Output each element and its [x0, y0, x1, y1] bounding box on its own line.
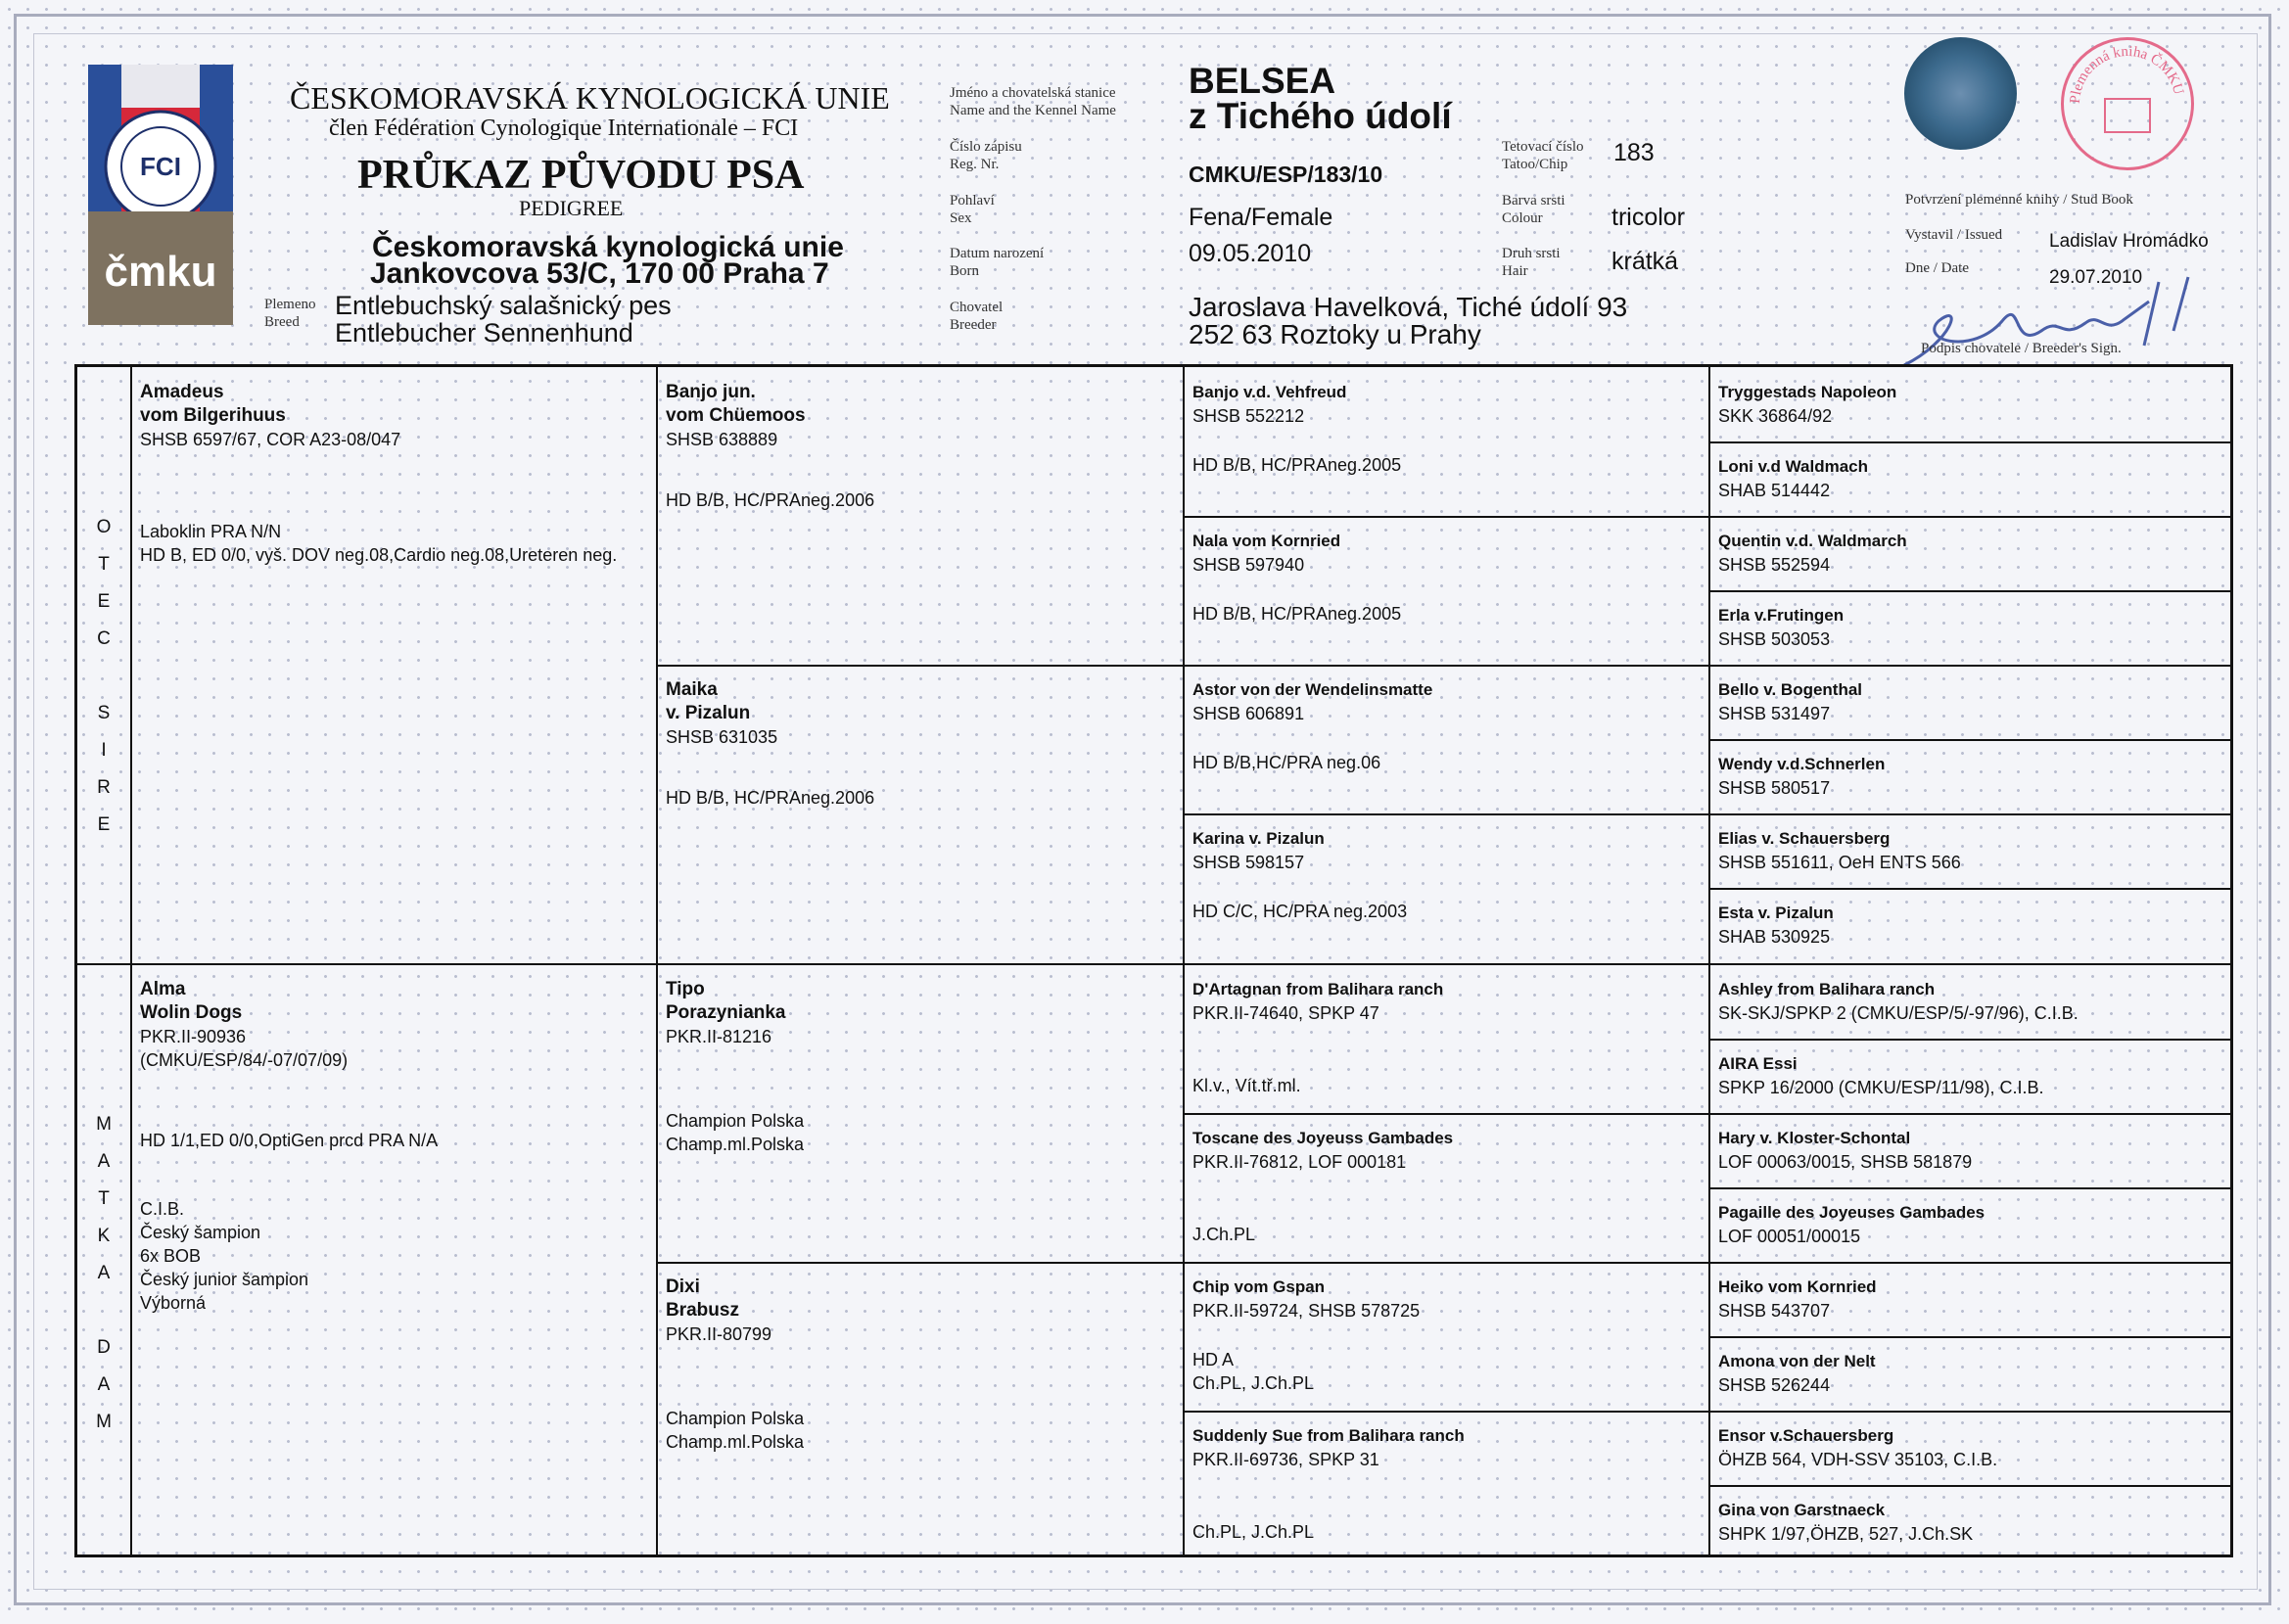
gen4-cell	[1710, 1272, 2229, 1326]
gen3-reg: PKR.II-74640, SPKP 47	[1192, 1003, 1379, 1023]
hair-label	[1502, 245, 1561, 280]
gen4-cell	[1710, 674, 2229, 729]
dam-title: Český šampion	[140, 1223, 261, 1242]
chip-label-en: Tatoo/Chip	[1502, 157, 1568, 172]
dam-letter: T	[98, 1188, 110, 1209]
gen3-name: Karina v. Pizalun	[1192, 829, 1325, 848]
row-divider-s1	[1708, 441, 2230, 443]
gen4-reg: SHSB 531497	[1718, 704, 1831, 723]
colour-label-en: Colour	[1502, 210, 1543, 226]
gen4-reg: SHSB 503053	[1718, 629, 1831, 649]
sire-note2: HD B, ED 0/0, vyš. DOV neg.08,Cardio neg.08,Ureteren neg.	[140, 545, 618, 565]
studbook-confirm-label: Potvrzení plemenné knihy / Stud Book	[1905, 192, 2133, 208]
gen3-name: Nala vom Kornried	[1192, 532, 1341, 550]
breed-value-cz: Entlebuchský salašnický pes	[335, 291, 672, 320]
gen4-name: Wendy v.d.Schnerlen	[1718, 755, 1886, 773]
reg-label-cz: Číslo zápisu	[950, 139, 1022, 155]
row-divider-e7	[1183, 1411, 2230, 1413]
gen4-name: Esta v. Pizalun	[1718, 904, 1834, 922]
gen4-reg: ÖHZB 564, VDH-SSV 35103, C.I.B.	[1718, 1450, 1998, 1469]
dam-note1: HD 1/1,ED 0/0,OptiGen prcd PRA N/A	[140, 1131, 439, 1150]
gen4-reg: SHSB 580517	[1718, 778, 1831, 798]
dam-reg2: (CMKU/ESP/84/-07/07/09)	[140, 1050, 349, 1070]
gen2-note2: Champ.ml.Polska	[666, 1432, 805, 1452]
gen3-note1: HD A	[1192, 1350, 1235, 1369]
gen3-name: Banjo v.d. Vehfreud	[1192, 383, 1347, 401]
gen4-name: Hary v. Kloster-Schontal	[1718, 1129, 1911, 1147]
gen3-reg: PKR.II-59724, SHSB 578725	[1192, 1301, 1421, 1321]
dog-reg-nr: CMKU/ESP/183/10	[1189, 162, 1383, 187]
gen4-reg: SHSB 543707	[1718, 1301, 1831, 1321]
sire-reg: SHSB 6597/67, COR A23-08/047	[140, 430, 401, 449]
gen3-note1: HD B/B,HC/PRA neg.06	[1192, 753, 1381, 772]
gen4-cell	[1710, 1495, 2229, 1550]
gen2-name-line2: vom Chüemoos	[666, 405, 806, 426]
fci-cmku-logo	[88, 65, 233, 325]
signature-label: Podpis chovatele / Breeder's Sign.	[1921, 341, 2122, 356]
gen3-note1: Ch.PL, J.Ch.PL	[1192, 1522, 1315, 1542]
stamp-text: Plemenná kniha ČMKU	[2067, 43, 2187, 105]
dog-sex: Fena/Female	[1189, 204, 1333, 231]
name-label	[950, 84, 1116, 119]
gen4-name: Heiko vom Kornried	[1718, 1277, 1877, 1296]
gen3-name: D'Artagnan from Balihara ranch	[1192, 980, 1444, 998]
gen4-reg: SHSB 552594	[1718, 555, 1831, 575]
gen2-cell	[658, 674, 1181, 813]
sire-letter: S	[97, 703, 111, 723]
dog-hair: krátká	[1612, 248, 1679, 275]
breed-label-en: Breed	[264, 314, 300, 330]
gen4-cell	[1710, 1123, 2229, 1178]
gen3-cell	[1185, 974, 1706, 1101]
dam-letter: M	[96, 1412, 112, 1432]
gen4-reg: SHSB 551611, OeH ENTS 566	[1718, 853, 1961, 872]
gen2-name-line1: Tipo	[666, 979, 705, 999]
chip-label	[1502, 138, 1584, 173]
hair-label-cz: Druh srsti	[1502, 246, 1561, 261]
row-divider-q1	[656, 665, 2230, 667]
gen2-name-line2: Porazynianka	[666, 1002, 786, 1023]
gen2-note1: Champion Polska	[666, 1111, 805, 1131]
gen4-name: Bello v. Bogenthal	[1718, 680, 1863, 699]
sire-letter: I	[101, 740, 107, 761]
fci-member-line: člen Fédération Cynologique Internationale – FCI	[329, 116, 799, 141]
dam-title: C.I.B.	[140, 1199, 185, 1219]
gen3-reg: PKR.II-69736, SPKP 31	[1192, 1450, 1379, 1469]
dam-title: Výborná	[140, 1293, 207, 1313]
row-divider-s7	[1708, 888, 2230, 890]
gen4-reg: SK-SKJ/SPKP 2 (CMKU/ESP/5/-97/96), C.I.B.	[1718, 1003, 2079, 1023]
gen3-name: Chip vom Gspan	[1192, 1277, 1326, 1296]
gen3-reg: SHSB 552212	[1192, 406, 1305, 426]
row-divider-s9	[1708, 1039, 2230, 1041]
sire-letter: T	[98, 554, 110, 575]
row-divider-e5	[1183, 1113, 2230, 1115]
dam-title: 6x BOB	[140, 1246, 202, 1266]
gen4-name: Tryggestads Napoleon	[1718, 383, 1897, 401]
dog-chip: 183	[1613, 139, 1655, 166]
chip-label-cz: Tetovací číslo	[1502, 139, 1584, 155]
born-label-en: Born	[950, 263, 979, 279]
gen3-note2: Ch.PL, J.Ch.PL	[1192, 1373, 1315, 1393]
gen3-name: Suddenly Sue from Balihara ranch	[1192, 1426, 1465, 1445]
dam-letter: K	[97, 1226, 111, 1246]
gen2-reg: PKR.II-80799	[666, 1324, 772, 1344]
gen4-cell	[1710, 600, 2229, 655]
org-address-line1: Českomoravská kynologická unie	[372, 231, 844, 263]
sex-label-cz: Pohlaví	[950, 193, 995, 209]
breeder-line2: 252 63 Roztoky u Prahy	[1189, 319, 1481, 349]
gen3-cell	[1185, 1123, 1706, 1250]
row-divider-s11	[1708, 1187, 2230, 1189]
gen3-note1: J.Ch.PL	[1192, 1225, 1256, 1244]
gen4-reg: SHAB 530925	[1718, 927, 1831, 947]
name-label-cz: Jméno a chovatelská stanice	[950, 85, 1116, 101]
gen4-reg: LOF 00051/00015	[1718, 1227, 1861, 1246]
sire-cell	[132, 377, 654, 571]
gen4-cell	[1710, 898, 2229, 952]
gen4-cell	[1710, 1197, 2229, 1252]
born-label-cz: Datum narození	[950, 246, 1045, 261]
gen4-cell	[1710, 974, 2229, 1029]
gen4-cell	[1710, 1346, 2229, 1401]
date-label: Dne / Date	[1905, 260, 1969, 276]
sire-letter: C	[97, 628, 111, 649]
sex-label-en: Sex	[950, 210, 972, 226]
breed-value-en: Entlebucher Sennenhund	[335, 318, 633, 348]
gen4-name: Elias v. Schauersberg	[1718, 829, 1891, 848]
gen2-note1: HD B/B, HC/PRAneg.2006	[666, 490, 875, 510]
gen4-cell	[1710, 451, 2229, 506]
gen4-name: Ensor v.Schauersberg	[1718, 1426, 1894, 1445]
gen3-cell	[1185, 823, 1706, 927]
dam-title: Český junior šampion	[140, 1270, 309, 1289]
gen4-cell	[1710, 749, 2229, 804]
dog-colour: tricolor	[1612, 204, 1686, 231]
gen2-name-line1: Dixi	[666, 1276, 700, 1297]
dam-side-label	[77, 1106, 130, 1441]
gen4-name: Amona von der Nelt	[1718, 1352, 1876, 1370]
sire-letter: E	[97, 591, 111, 612]
row-divider-s15	[1708, 1485, 2230, 1487]
gen3-note1: HD B/B, HC/PRAneg.2005	[1192, 604, 1402, 624]
row-divider-s5	[1708, 739, 2230, 741]
gen2-cell	[658, 377, 1181, 516]
gen4-cell	[1710, 526, 2229, 580]
dam-letter	[77, 1292, 130, 1329]
gen3-reg: SHSB 598157	[1192, 853, 1305, 872]
breeder-label	[950, 299, 1003, 334]
row-divider-q3	[656, 1262, 2230, 1264]
reg-label-en: Reg. Nr.	[950, 157, 1000, 172]
gen4-cell	[1710, 377, 2229, 432]
sire-side-label	[77, 509, 130, 844]
gen3-cell	[1185, 1420, 1706, 1548]
sire-name-line2: vom Bilgerihuus	[140, 405, 286, 426]
breeder-signature	[1894, 262, 2227, 380]
dam-cell	[132, 974, 654, 1319]
gen4-reg: SPKP 16/2000 (CMKU/ESP/11/98), C.I.B.	[1718, 1078, 2044, 1097]
org-name: ČESKOMORAVSKÁ KYNOLOGICKÁ UNIE	[290, 80, 890, 116]
gen2-note2: Champ.ml.Polska	[666, 1135, 805, 1154]
row-divider-e3	[1183, 813, 2230, 815]
born-label	[950, 245, 1044, 280]
gen4-name: AIRA Essi	[1718, 1054, 1798, 1073]
row-divider-half	[77, 963, 2230, 965]
gen3-name: Toscane des Joyeuss Gambades	[1192, 1129, 1454, 1147]
name-label-en: Name and the Kennel Name	[950, 103, 1116, 118]
dog-name: BELSEA	[1189, 61, 1336, 101]
gen4-name: Pagaille des Joyeuses Gambades	[1718, 1203, 1985, 1222]
gen4-name: Quentin v.d. Waldmarch	[1718, 532, 1907, 550]
colour-label-cz: Barva srsti	[1502, 193, 1565, 209]
gen4-reg: SHPK 1/97,ÖHZB, 527, J.Ch.SK	[1718, 1524, 1974, 1544]
dam-letter: M	[96, 1114, 112, 1135]
gen2-cell	[658, 1272, 1181, 1458]
dam-letter: A	[97, 1263, 111, 1283]
gen3-cell	[1185, 674, 1706, 778]
sire-name-line1: Amadeus	[140, 382, 224, 402]
breeder-line1: Jaroslava Havelková, Tiché údolí 93	[1189, 292, 1628, 322]
dog-born: 09.05.2010	[1189, 240, 1312, 267]
gen4-reg: SKK 36864/92	[1718, 406, 1833, 426]
reg-label	[950, 138, 1022, 173]
breeder-label-cz: Chovatel	[950, 300, 1004, 315]
gen3-cell	[1185, 1272, 1706, 1399]
document-subtitle: PEDIGREE	[519, 196, 624, 220]
gen3-note1: HD C/C, HC/PRA neg.2003	[1192, 902, 1408, 921]
gen2-name-line1: Banjo jun.	[666, 382, 756, 402]
hologram-seal	[1904, 37, 2017, 150]
sire-letter: O	[96, 517, 112, 537]
stud-book-stamp	[2061, 37, 2194, 170]
row-divider-s13	[1708, 1336, 2230, 1338]
gen2-name-line1: Maika	[666, 679, 718, 700]
gen3-reg: PKR.II-76812, LOF 000181	[1192, 1152, 1407, 1172]
colour-label	[1502, 192, 1565, 227]
gen3-note1: Kl.v., Vít.tř.ml.	[1192, 1076, 1301, 1095]
issue-date: 29.07.2010	[2049, 267, 2143, 288]
gen2-note1: HD B/B, HC/PRAneg.2006	[666, 788, 875, 808]
org-address-line2: Jankovcova 53/C, 170 00 Praha 7	[370, 257, 829, 290]
sire-letter: E	[97, 814, 111, 835]
gen2-reg: PKR.II-81216	[666, 1027, 772, 1046]
gen4-reg: LOF 00063/0015, SHSB 581879	[1718, 1152, 1973, 1172]
breeder-label-en: Breeder	[950, 317, 997, 333]
gen4-cell	[1710, 1048, 2229, 1103]
gen3-cell	[1185, 526, 1706, 629]
breed-label-cz: Plemeno	[264, 297, 316, 312]
dam-name-line2: Wolin Dogs	[140, 1002, 243, 1023]
sex-label	[950, 192, 995, 227]
gen3-name: Astor von der Wendelinsmatte	[1192, 680, 1433, 699]
gen4-cell	[1710, 823, 2229, 878]
gen3-cell	[1185, 377, 1706, 481]
gen3-note1: HD B/B, HC/PRAneg.2005	[1192, 455, 1402, 475]
gen4-name: Gina von Garstnaeck	[1718, 1501, 1886, 1519]
stamp-ring	[2064, 40, 2191, 167]
document-title: PRŮKAZ PŮVODU PSA	[357, 153, 805, 198]
gen4-name: Loni v.d Waldmach	[1718, 457, 1869, 476]
gen2-cell	[658, 974, 1181, 1160]
issued-label: Vystavil / Issued	[1905, 227, 2003, 243]
row-divider-s3	[1708, 590, 2230, 592]
cmku-logo-text: čmku	[104, 248, 217, 296]
dam-letter: D	[97, 1337, 111, 1358]
row-divider-e1	[1183, 516, 2230, 518]
sire-note1: Laboklin PRA N/N	[140, 522, 282, 541]
pedigree-table	[74, 364, 2233, 1557]
breed-label	[264, 296, 316, 331]
dam-reg: PKR.II-90936	[140, 1027, 247, 1046]
hair-label-en: Hair	[1502, 263, 1528, 279]
gen3-reg: SHSB 597940	[1192, 555, 1305, 575]
sire-letter	[77, 658, 130, 695]
gen4-cell	[1710, 1420, 2229, 1475]
gen4-reg: SHSB 526244	[1718, 1375, 1831, 1395]
dam-letter: A	[97, 1151, 111, 1172]
gen3-reg: SHSB 606891	[1192, 704, 1305, 723]
dam-letter: A	[97, 1374, 111, 1395]
gen2-reg: SHSB 638889	[666, 430, 778, 449]
sire-letter: R	[97, 777, 111, 798]
fci-logo-text: FCI	[140, 152, 181, 181]
gen2-name-line2: Brabusz	[666, 1300, 739, 1321]
gen2-name-line2: v. Pizalun	[666, 703, 751, 723]
gen2-note1: Champion Polska	[666, 1409, 805, 1428]
dog-kennel: z Tichého údolí	[1189, 96, 1452, 136]
gen4-name: Ashley from Balihara ranch	[1718, 980, 1936, 998]
issued-by: Ladislav Hromádko	[2049, 231, 2209, 252]
dam-name-line1: Alma	[140, 979, 186, 999]
gen2-reg: SHSB 631035	[666, 727, 778, 747]
gen4-reg: SHAB 514442	[1718, 481, 1831, 500]
gen4-name: Erla v.Frutingen	[1718, 606, 1845, 625]
